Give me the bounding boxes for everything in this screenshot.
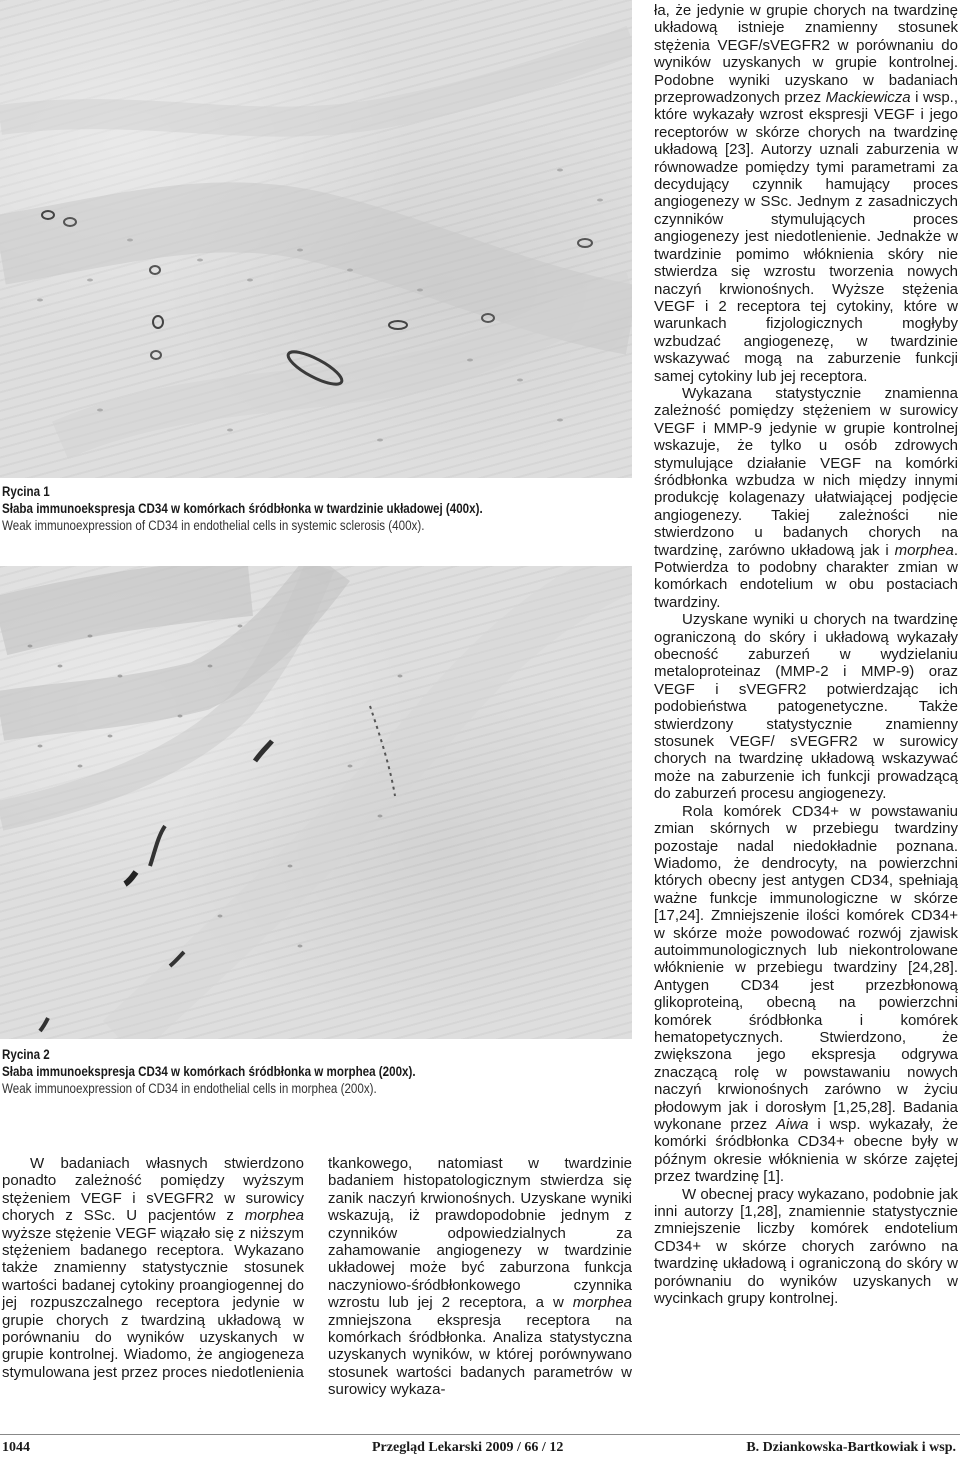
stained-vessel-2 <box>150 826 165 866</box>
figure-1-caption-en: Weak immunoexpression of CD34 in endothelial cells in systemic sclerosis (400x). <box>2 518 425 533</box>
paragraph: Uzyskane wyniki u chorych na twardzinę ograniczoną do skóry i układową wykazały obecność zaburzeń w wydzielaniu metaloproteinaz (MMP-2 i MMP-9) oraz VEGF i sVEGFR2 potwierdzając ich podobieństwa patogenetyczne. Także stwierdzony statystycznie znamienny stosunek VEGF/ sVEGFR2 w surowicy chorych na twardzinę układową wskazywać może na zaburzenie ich funkcji prowadzącą do zaburzeń procesu angiogenezy. <box>654 611 958 803</box>
text-run: ła, że jedynie w grupie chorych na twardzinę układową istnieje znamienny stosunek stężenia VEGF/sVEGFR2 w porównaniu do wyników uzyskanych w grupie kontrolnej. Podobne wyniki uzyskano w badaniach przeprowadzonych przez <box>654 2 958 107</box>
figure-2-caption <box>2 1046 544 1097</box>
page-footer <box>0 1440 960 1460</box>
italic-run: morphea <box>894 541 954 559</box>
paragraph <box>328 1155 632 1399</box>
stained-vessel-3 <box>125 872 136 884</box>
paragraph <box>654 2 958 385</box>
italic-run: morphea <box>572 1294 632 1312</box>
text-run: i wsp. wykazały, że komórki śródbłonka CD34+ obecne były w późnym okresie włóknienia w skórze zajętej przez twardzinę [1]. <box>654 1116 959 1186</box>
text-run: zmniejszona ekspresja receptora na komórkach śródbłonka. Analiza statystyczna uzyskanych wyników, w której porównywano stosunek wartości badanych parametrów w surowicy wykaza- <box>328 1311 632 1399</box>
text-column-left <box>2 1155 304 1381</box>
vessel-8 <box>150 266 160 274</box>
text-run: Wykazana statystycznie znamienna zależność pomiędzy stężeniem w surowicy VEGF i MMP-9 jedynie w grupie kontrolnej wskazuje, że tylko u osób zdrowych stymulujące działanie VEGF na komórki śródbłonka wzbudza w nich między innymi produkcję kolagenazy ułatwiającej podjęcie angiogenezy. Takiej zależności nie stwierdzono u badanych chorych na twardzinę, zarówno układową jak i <box>654 384 958 559</box>
footer-divider <box>0 1434 960 1435</box>
vessel-6 <box>578 239 592 247</box>
text-column-right <box>654 2 958 1307</box>
micrograph-1-tissue <box>0 0 632 478</box>
stained-vessel-5 <box>40 1018 48 1031</box>
text-run: . Potwierdza to podobny charakter zmian w komórkach endotelium w obu postaciach twardziny. <box>654 541 958 611</box>
figure-1-caption <box>2 483 544 534</box>
text-run: tkankowego, natomiast w twardzinie badaniem histopatologicznym stwierdza się zanik naczyń krwionośnych. Uzyskane wyniki wskazują, iż prawdopodobnie jednym z czynników odpowiedzialnych za zahamowanie angiogenezy w twardzinie układowej może być zaburzona funkcja naczyniowo-śródbłonkowego czynnika wzrostu lub jej 2 receptora, a w <box>328 1155 632 1312</box>
micrograph-figure-2 <box>0 566 632 1039</box>
figure-2-label: Rycina 2 <box>2 1047 50 1062</box>
text-run: i wsp., które wykazały wzrost ekspresji VEGF i jego receptorów w skórze chorych na twardzinę układową [23]. Autorzy uznali zaburzenia w równowadze pomiędzy tymi parametrami za decydujący czynnik hamujący proces angiogenezy w SSc. Jednym z zasadniczych czynników stymulujących proces angiogenezy jest niedotlenienie. Jednakże w twardzinie pomimo włóknienia skóry nie stwierdza się wzrostu tworzenia nowych naczyń krwionośnych. Wyższe stężenia VEGF i 2 receptora tej cytokiny, które w warunkach fizjologicznych mogłyby wzbudzać angiogenezę, w twardzinie wskazywać mogą na zaburzenie funkcji samej cytokiny lub jej receptora. <box>654 89 958 385</box>
paragraph: W obecnej pracy wykazano, podobnie jak inni autorzy [1,28], znamiennie statystycznie zmniejszenie liczby komórek endotelium CD34+ w skórze chorych zarówno na twardzinę układową i ograniczoną do skóry w porównaniu do wyników uzyskanych w wycinkach grupy kontrolnej. <box>654 1185 958 1308</box>
running-authors: B. Dziankowska-Bartkowiak i wsp. <box>746 1440 956 1455</box>
figure-1-label: Rycina 1 <box>2 484 50 499</box>
italic-run: Mackiewicza <box>825 89 911 107</box>
text-run: W badaniach własnych stwierdzono ponadto zależność pomiędzy wyższym stężeniem VEGF i sVEGFR2 w surowicy chorych z SSc. U pacjentów z <box>2 1155 304 1225</box>
figure-1-caption-pl: Słaba immunoekspresja CD34 w komórkach śródbłonka w twardzinie układowej (400x). <box>2 501 483 516</box>
vessel-3 <box>153 316 163 328</box>
text-column-middle <box>328 1155 632 1399</box>
vessel-4 <box>389 321 407 329</box>
text-run: wyższe stężenie VEGF wiązało się z niższym stężeniem badanego receptora. Wykazano także znamienny statystycznie stosunek wartości badanej cytokiny proangiogennej do jej rozpuszczalnego receptora jedynie w grupie chorych z twardziną układową w porównaniu do wyników uzyskanych w grupie kontrolnej. Wiadomo, że angiogeneza stymulowana jest przez proces niedotlenienia <box>2 1224 304 1381</box>
paragraph <box>654 803 958 1186</box>
figure-2-caption-en: Weak immunoexpression of CD34 in endothelial cells in morphea (200x). <box>2 1081 377 1096</box>
micrograph-2-tissue <box>0 566 632 1039</box>
paragraph <box>654 385 958 611</box>
page-number: 1044 <box>2 1440 30 1455</box>
paragraph <box>2 1155 304 1381</box>
vessel-5 <box>151 351 161 359</box>
text-run: Rola komórek CD34+ w powstawaniu zmian skórnych w przebiegu twardziny pozostaje nadal niedokładnie poznana. Wiadomo, że dendrocyty, na powierzchni których obecny jest antygen CD34, spełniają ważne funkcje immunologiczne w skórze [17,24]. Zmniejszenie ilości komórek CD34+ w skórze może powodować rozwój zjawisk autoimmunologicznych lub niekontrolowane włóknienie w przebiegu twardziny [24,28]. Antygen CD34 jest przezbłonową glikoproteiną, obecną na powierzchni komórek śródbłonka i komórek hematopetycznych. Stwierdzono, że zwiększona jego ekspresja odgrywa znaczącą rolę w powstawaniu nowych naczyń krwionośnych zarówno w życiu płodowym jak i dorosłym [1,25,28]. Badania wykonane przez <box>654 802 958 1133</box>
italic-run: Aiwa <box>776 1116 809 1133</box>
stained-vessel-1 <box>255 741 272 761</box>
figure-2-caption-pl: Słaba immunoekspresja CD34 w komórkach śródbłonka w morphea (200x). <box>2 1064 416 1079</box>
italic-run: morphea <box>244 1207 304 1225</box>
micrograph-figure-1 <box>0 0 632 478</box>
journal-name: Przegląd Lekarski 2009 / 66 / 12 <box>372 1440 564 1455</box>
